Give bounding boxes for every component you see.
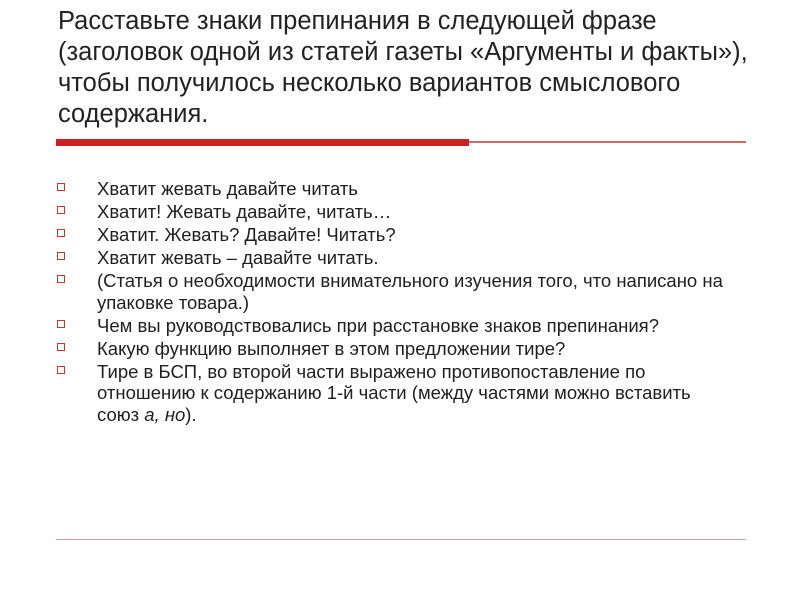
square-bullet-icon — [57, 343, 65, 351]
square-bullet-icon — [57, 320, 65, 328]
bullet-text: Хватит! Жевать давайте, читать… — [97, 201, 392, 222]
bullet-item — [57, 247, 737, 269]
square-bullet-icon — [57, 252, 65, 260]
slide-title: Расставьте знаки препинания в следующей фразе (заголовок одной из статей газеты «Аргументы и факты»), чтобы получилось несколько вариантов смыслового содержания. — [58, 7, 748, 128]
bullet-text-italic: а, но — [144, 403, 186, 425]
bullet-text: Какую функцию выполняет в этом предложении тире? — [97, 337, 566, 359]
bullet-item — [57, 178, 737, 200]
title-divider-accent — [56, 139, 469, 146]
bullet-item — [57, 338, 737, 360]
bullet-text-before: Тире в БСП, во второй части выражено противопоставление по отношению к содержанию 1-й части (между частями можно вставить союз — [97, 360, 691, 425]
bullet-text-after: ). — [185, 403, 197, 425]
bullet-item — [57, 201, 737, 223]
bullet-item — [57, 315, 737, 337]
square-bullet-icon — [57, 275, 65, 283]
bullet-text: (Статья о необходимости внимательного изучения того, что написано на упаковке товара.) — [97, 270, 723, 313]
bullet-text: Хватит. Жевать? Давайте! Читать? — [97, 224, 396, 245]
square-bullet-icon — [57, 366, 65, 374]
bullet-item — [57, 361, 737, 426]
bullet-list — [57, 178, 737, 427]
square-bullet-icon — [57, 206, 65, 214]
square-bullet-icon — [57, 183, 65, 191]
footer-divider — [56, 539, 746, 540]
bullet-text: Чем вы руководствовались при расстановке знаков препинания? — [97, 314, 659, 336]
square-bullet-icon — [57, 229, 65, 237]
bullet-text: Хватит жевать – давайте читать. — [97, 247, 379, 268]
bullet-text: Хватит жевать давайте читать — [97, 178, 358, 199]
bullet-item — [57, 224, 737, 246]
bullet-item — [57, 270, 737, 313]
